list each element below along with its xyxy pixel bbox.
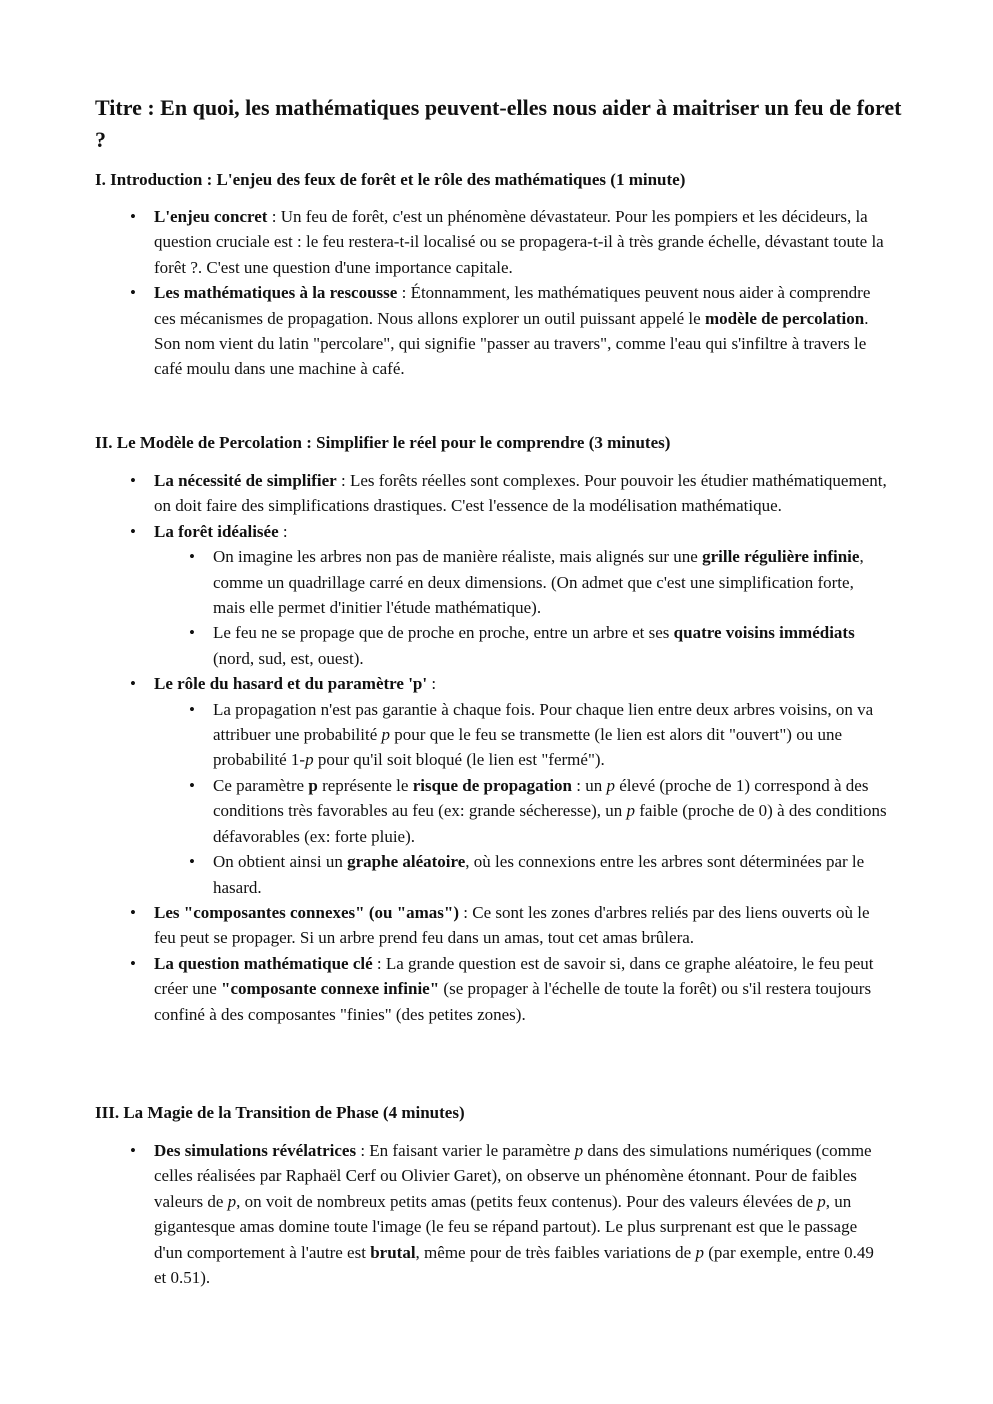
sub-list-item bbox=[213, 620, 889, 671]
sub-list-item bbox=[213, 773, 889, 849]
item-bold-term: modèle de percolation bbox=[704, 308, 865, 328]
item-text: (se propager à l'échelle de toute la forêt) ou s'il restera toujours confiné à des composantes "finies" (des petites zones). bbox=[154, 979, 872, 1024]
item-label: La nécessité de simplifier bbox=[154, 471, 337, 490]
item-text: : Étonnamment, les mathématiques peuvent nous aider à comprendre ces mécanismes de propagation. Nous allons explorer un outil puissant appelé le bbox=[154, 283, 871, 328]
item-bold-term: quatre voisins immédiats bbox=[673, 623, 855, 643]
math-variable: p bbox=[227, 1191, 237, 1211]
item-text: Le feu ne se propage que de proche en proche, entre un arbre et ses bbox=[213, 623, 674, 643]
math-variable: p bbox=[606, 775, 615, 795]
sub-list-item bbox=[213, 849, 889, 900]
item-label: Les mathématiques à la rescousse bbox=[154, 283, 398, 303]
item-label: L'enjeu concret bbox=[154, 207, 268, 226]
list-item bbox=[154, 280, 889, 382]
list-item bbox=[154, 900, 889, 951]
item-text: : Les forêts réelles sont complexes. Pour pouvoir les étudier mathématiquement, on doit faire des simplifications drastiques. C'est l'essence de la modélisation mathématique. bbox=[154, 471, 887, 516]
list-item bbox=[154, 951, 889, 1027]
sub-list bbox=[213, 544, 889, 671]
item-text: , on voit de nombreux petits amas (petits feux contenus). Pour des valeurs élevées de bbox=[236, 1191, 818, 1211]
math-variable: p bbox=[574, 1141, 584, 1160]
item-text: : Un feu de forêt, c'est un phénomène dévastateur. Pour les pompiers et les décideurs, la question cruciale est : le feu restera-t-il localisé ou se propagera-t-il à très grande échelle, dévastant toute la forêt ?. C'est une question d'une importance capitale. bbox=[154, 207, 884, 277]
item-text: Ce paramètre bbox=[213, 775, 309, 795]
math-variable: p bbox=[695, 1242, 704, 1262]
list-item bbox=[154, 671, 889, 900]
item-bold-term: grille régulière infinie bbox=[702, 547, 860, 567]
list-item bbox=[154, 468, 889, 519]
item-label: Des simulations révélatrices bbox=[154, 1141, 357, 1160]
item-text: : bbox=[427, 674, 437, 694]
item-bold-term: "composante connexe infinie" bbox=[221, 979, 440, 999]
item-text: , un gigantesque amas domine toute l'image (le feu se répand partout). Le plus surprenant est que le passage d'un comportement à l'autre est bbox=[154, 1191, 858, 1262]
math-variable: p bbox=[817, 1191, 826, 1211]
item-text: On obtient ainsi un bbox=[213, 852, 348, 872]
item-text: : En faisant varier le paramètre bbox=[356, 1141, 575, 1160]
item-text: : La grande question est de savoir si, dans ce graphe aléatoire, le feu peut créer une bbox=[154, 953, 874, 999]
sub-list-item bbox=[213, 697, 889, 773]
section-2-heading: II. Le Modèle de Percolation : Simplifier le réel pour le comprendre (3 minutes) bbox=[95, 433, 671, 452]
math-variable: p bbox=[381, 725, 391, 745]
math-variable: p bbox=[626, 801, 636, 821]
item-text: (par exemple, entre 0.49 et 0.51). bbox=[154, 1242, 874, 1288]
item-bold-term: brutal bbox=[370, 1242, 416, 1262]
item-text: dans des simulations numériques (comme celles réalisées par Raphaël Cerf ou Olivier Garet), on observe un phénomène étonnant. Pour de faibles valeurs de bbox=[154, 1141, 872, 1211]
section-3-list bbox=[154, 1138, 889, 1290]
item-text: La propagation n'est pas garantie à chaque fois. Pour chaque lien entre deux arbres voisins, on va attribuer une probabilité bbox=[213, 699, 874, 745]
list-item bbox=[154, 1138, 889, 1290]
list-item bbox=[154, 204, 889, 280]
item-text: représente le bbox=[317, 775, 413, 795]
item-text: , où les connexions entre les arbres sont déterminées par le hasard. bbox=[213, 852, 865, 897]
list-item bbox=[154, 519, 889, 671]
item-text: pour qu'il soit bloqué (le lien est "fermé"). bbox=[313, 750, 605, 770]
item-text: . Son nom vient du latin "percolare", qui signifie "passer au travers", comme l'eau qui s'infiltre à travers le café moulu dans une machine à café. bbox=[154, 308, 869, 379]
section-2-list bbox=[154, 468, 889, 1027]
item-text: : bbox=[278, 521, 288, 541]
sub-list bbox=[213, 697, 889, 900]
section-1-list bbox=[154, 204, 889, 382]
item-label: La question mathématique clé bbox=[154, 953, 373, 973]
item-text: (nord, sud, est, ouest). bbox=[213, 648, 364, 668]
item-text: élevé (proche de 1) correspond à des conditions très favorables au feu (ex: grande sécheresse), un bbox=[213, 775, 869, 821]
item-text: pour que le feu se transmette (le lien est alors dit "ouvert") ou une probabilité 1- bbox=[213, 725, 842, 770]
item-text: , même pour de très faibles variations de bbox=[415, 1242, 696, 1262]
item-text: faible (proche de 0) à des conditions défavorables (ex: forte pluie). bbox=[213, 801, 887, 846]
item-label: La forêt idéalisée bbox=[154, 521, 279, 541]
document-title: Titre : En quoi, les mathématiques peuvent-elles nous aider à maitriser un feu de foret ? bbox=[95, 95, 902, 152]
item-bold-term: p bbox=[308, 775, 318, 795]
item-label: Les "composantes connexes" (ou "amas") bbox=[154, 902, 460, 922]
sub-list-item bbox=[213, 544, 889, 620]
item-text: On imagine les arbres non pas de manière réaliste, mais alignés sur une bbox=[213, 547, 703, 567]
item-bold-term: risque de propagation bbox=[412, 775, 573, 795]
section-1-heading: I. Introduction : L'enjeu des feux de forêt et le rôle des mathématiques (1 minute) bbox=[95, 170, 686, 189]
section-3-heading: III. La Magie de la Transition de Phase (4 minutes) bbox=[95, 1103, 465, 1122]
item-text: : un bbox=[572, 775, 607, 795]
item-bold-term: graphe aléatoire bbox=[347, 852, 466, 872]
item-label: Le rôle du hasard et du paramètre 'p' bbox=[154, 674, 428, 694]
item-text: , comme un quadrillage carré en deux dimensions. (On admet que c'est une simplification forte, mais elle permet d'initier l'étude mathématique). bbox=[213, 547, 864, 618]
item-text: : Ce sont les zones d'arbres reliés par des liens ouverts où le feu peut se propager. Si un arbre prend feu dans un amas, tout cet amas brûlera. bbox=[154, 902, 870, 948]
math-variable: p bbox=[305, 750, 314, 770]
